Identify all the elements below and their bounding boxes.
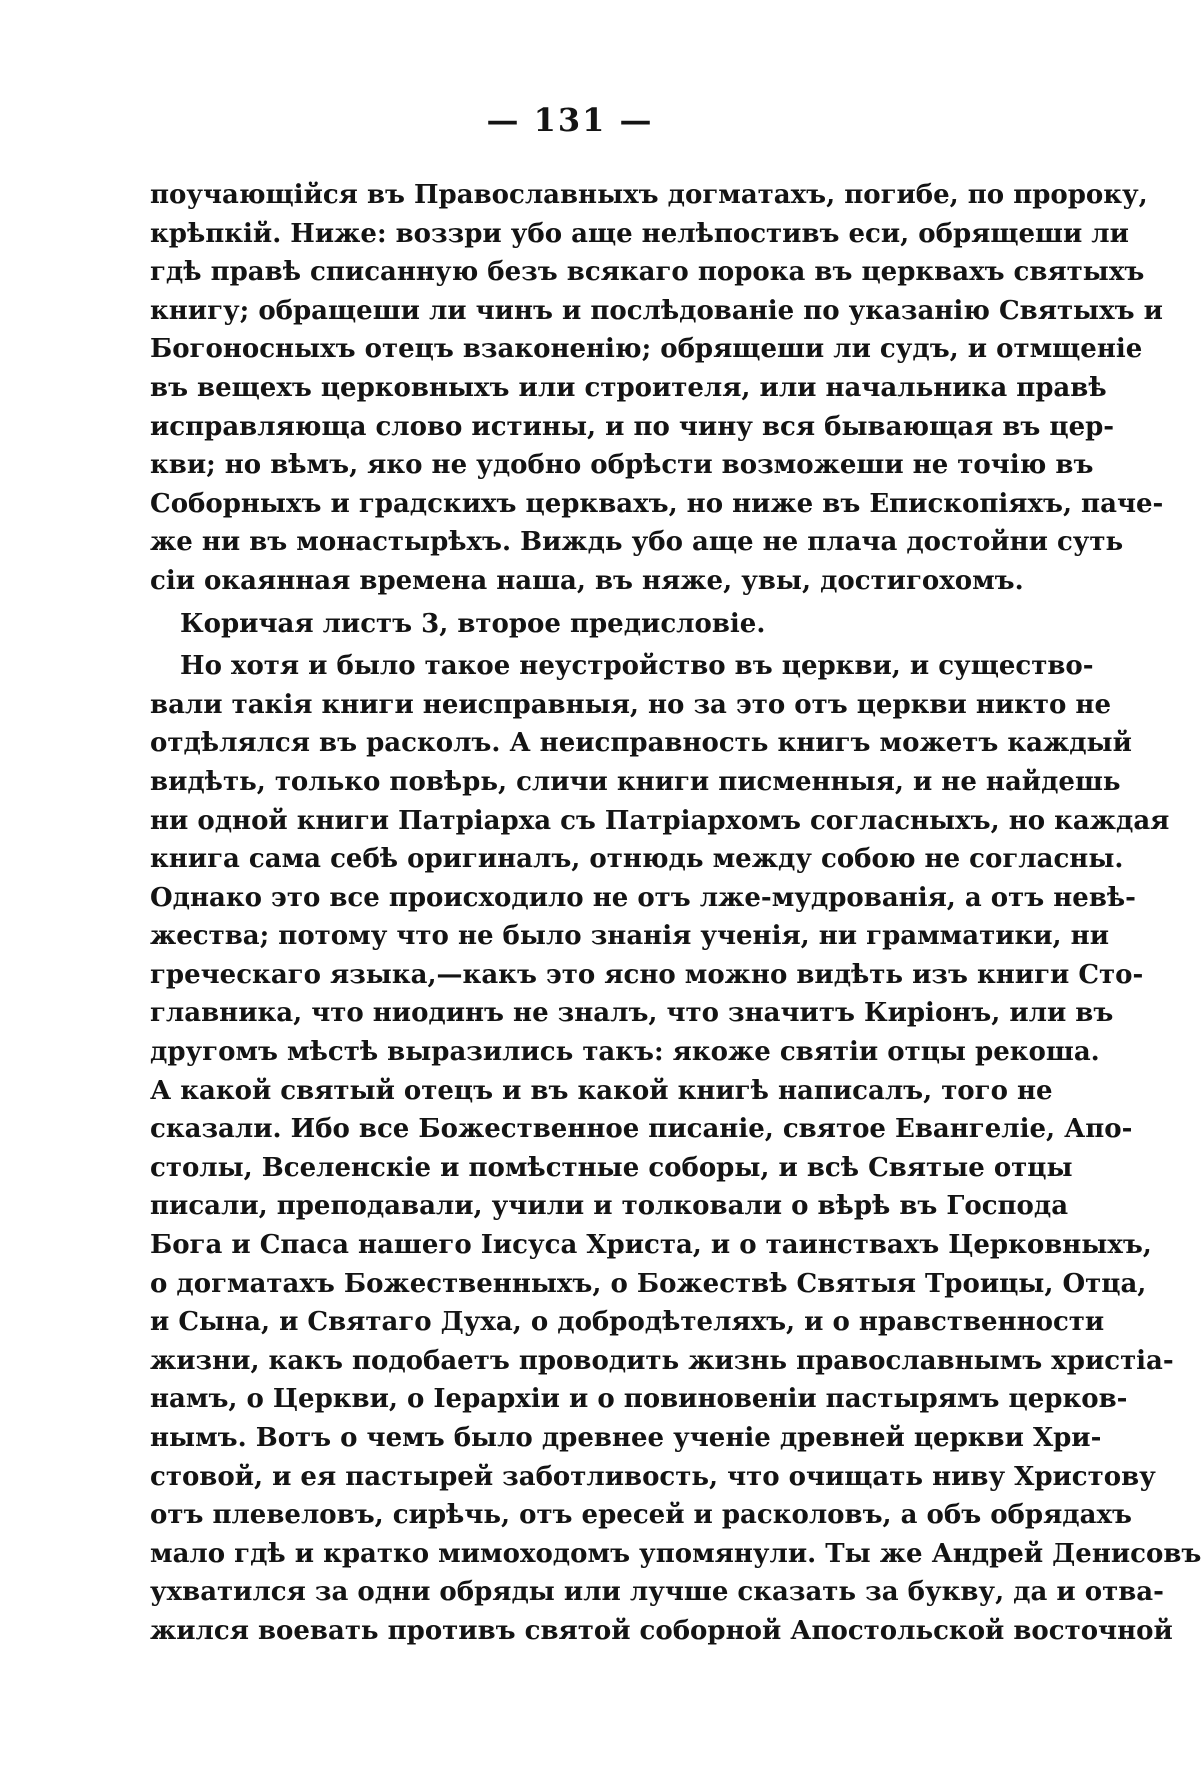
body-text	[150, 176, 1201, 1651]
text-line: гдѣ правѣ списанную безъ всякаго порока въ церквахъ святыхъ	[150, 257, 1145, 288]
text-line: другомъ мѣстѣ выразились такъ: якоже святіи отцы рекоша.	[150, 1037, 1100, 1068]
text-line: сіи окаянная времена наша, въ няже, увы, достигохомъ.	[150, 565, 1024, 596]
text-line: Коричая листъ 3, второе предисловіе.	[180, 608, 766, 639]
text-line: сказали. Ибо все Божественное писаніе, святое Евангеліе, Апо-	[150, 1114, 1133, 1145]
text-line: поучающійся въ Православныхъ догматахъ, погибе, по пророку,	[150, 180, 1148, 210]
text-line: же ни въ монастырѣхъ. Виждь убо аще не плача достойни суть	[150, 527, 1124, 558]
text-line: отдѣлялся въ расколъ. А неисправность книгъ можетъ каждый	[150, 728, 1132, 759]
text-line: въ вещехъ церковныхъ или строителя, или начальника правѣ	[150, 372, 1107, 403]
text-line: намъ, о Церкви, о Іерархіи и о повиновеніи пастырямъ церков-	[150, 1384, 1128, 1415]
text-line: Однако это все происходило не отъ лже-мудрованія, а отъ невѣ-	[150, 882, 1136, 913]
text-line: стовой, и ея пастырей заботливость, что очищать ниву Христову	[150, 1461, 1156, 1492]
text-line: главника, что ниодинъ не зналъ, что значитъ Киріонъ, или въ	[150, 998, 1114, 1029]
text-line: ухватился за одни обряды или лучше сказать за букву, да и отва-	[150, 1577, 1164, 1608]
text-line: исправляюща слово истины, и по чину вся бывающая въ цер-	[150, 411, 1115, 442]
text-line: греческаго языка,—какъ это ясно можно видѣть изъ книги Сто-	[150, 959, 1144, 990]
text-line: Но хотя и было такое неустройство въ церкви, и существо-	[180, 651, 1094, 682]
text-line: ни одной книги Патріарха съ Патріархомъ согласныхъ, но каждая	[150, 805, 1170, 836]
text-line: крѣпкій. Ниже: воззри убо аще нелѣпостивъ еси, обрящеши ли	[150, 218, 1129, 249]
text-line: столы, Вселенскіе и помѣстные соборы, и всѣ Святые отцы	[150, 1152, 1073, 1183]
text-line: книгу; обращеши ли чинъ и послѣдованіе по указанію Святыхъ и	[150, 295, 1163, 326]
text-line: о догматахъ Божественныхъ, о Божествѣ Святыя Троицы, Отца,	[150, 1268, 1147, 1299]
text-line: вали такія книги неисправныя, но за это отъ церкви никто не	[150, 689, 1111, 720]
text-line: и Сына, и Святаго Духа, о добродѣтеляхъ, и о нравственности	[150, 1307, 1105, 1338]
text-line: А какой святый отецъ и въ какой книгѣ написалъ, того не	[150, 1075, 1053, 1106]
text-line: мало гдѣ и кратко мимоходомъ упомянули. Ты же Андрей Денисовъ	[150, 1538, 1201, 1569]
text-line: видѣть, только повѣрь, сличи книги писменныя, и не найдешь	[150, 766, 1121, 797]
text-line: писали, преподавали, учили и толковали о вѣрѣ въ Господа	[150, 1191, 1069, 1222]
text-line: Бога и Спаса нашего Іисуса Христа, и о таинствахъ Церковныхъ,	[150, 1230, 1152, 1261]
text-line: жизни, какъ подобаетъ проводить жизнь православнымъ христіа-	[150, 1345, 1174, 1376]
text-line: жился воевать противъ святой соборной Апостольской восточной	[150, 1615, 1173, 1646]
text-line: жества; потому что не было знанія ученія, ни грамматики, ни	[150, 921, 1109, 952]
text-line: Богоносныхъ отецъ взаконенію; обрящеши ли судъ, и отмщеніе	[150, 334, 1143, 365]
text-line: отъ плевеловъ, сирѣчь, отъ ересей и расколовъ, а объ обрядахъ	[150, 1500, 1132, 1531]
text-line: нымъ. Вотъ о чемъ было древнее ученіе древней церкви Хри-	[150, 1423, 1102, 1453]
text-line: книга сама себѣ оригиналъ, отнюдь между собою не согласны.	[150, 844, 1124, 875]
text-line: кви; но вѣмъ, яко не удобно обрѣсти возможеши не точію въ	[150, 450, 1094, 481]
text-line: Соборныхъ и градскихъ церквахъ, но ниже въ Епископіяхъ, паче-	[150, 488, 1164, 519]
page-number: — 131 —	[486, 101, 654, 139]
